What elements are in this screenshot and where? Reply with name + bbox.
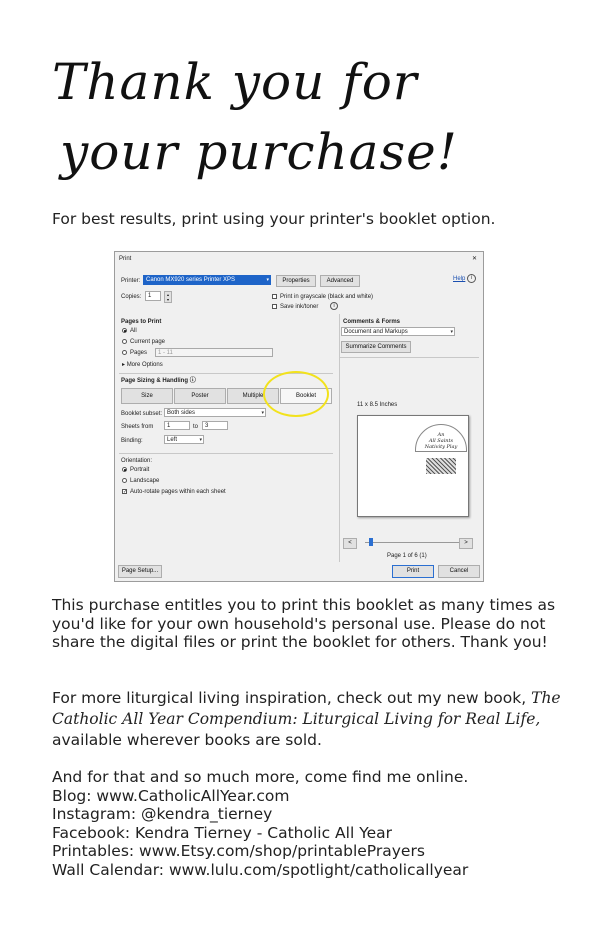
book-promo-after: available wherever books are sold.	[52, 731, 322, 749]
info-icon[interactable]: i	[467, 274, 476, 283]
printer-value: Canon MX920 series Printer XPS	[146, 277, 236, 283]
wall-calendar-link[interactable]: Wall Calendar: www.lulu.com/spotlight/catholicallyear	[52, 860, 469, 879]
size-tab[interactable]: Size	[121, 388, 173, 404]
radio-pages[interactable]	[122, 350, 127, 355]
prev-page-button[interactable]: <	[343, 538, 357, 549]
thank-you-heading: Thank you for	[52, 53, 418, 111]
close-icon[interactable]: ✕	[472, 256, 478, 262]
sheets-to-input[interactable]: 3	[202, 421, 228, 430]
dialog-title: Print	[119, 256, 132, 262]
radio-all[interactable]	[122, 328, 127, 333]
pages-range-input[interactable]: 1 - 11	[155, 348, 273, 357]
instagram-link[interactable]: Instagram: @kendra_tierney	[52, 805, 273, 823]
book-title: The Catholic All Year Compendium: Liturgical Living for Real Life,	[52, 689, 561, 728]
contact-intro: And for that and so much more, come find me online.	[52, 768, 469, 786]
booklet-tab[interactable]: Booklet	[280, 388, 332, 404]
page-setup-button[interactable]: Page Setup...	[118, 565, 162, 578]
book-promo	[52, 688, 562, 751]
radio-pages-label: Pages	[130, 350, 148, 356]
page-slider-thumb[interactable]	[369, 538, 373, 546]
printables-link[interactable]: Printables: www.Etsy.com/shop/printablePrayers	[52, 842, 425, 860]
copies-input[interactable]: 1	[145, 291, 161, 301]
triangle-right-icon: ▸	[122, 362, 126, 368]
chevron-down-icon: ▾	[450, 329, 453, 335]
contact-block	[52, 768, 562, 879]
next-page-button[interactable]: >	[459, 538, 473, 549]
page-indicator: Page 1 of 6 (1)	[387, 553, 427, 559]
save-ink-label: Save ink/toner	[280, 304, 319, 310]
subset-select[interactable]	[164, 408, 266, 417]
chevron-down-icon: ▾	[199, 437, 202, 443]
print-button[interactable]: Print	[392, 565, 434, 578]
page-preview	[357, 415, 469, 517]
preview-line-2: All Saints	[428, 438, 454, 444]
poster-tab[interactable]: Poster	[174, 388, 226, 404]
binding-label: Binding:	[121, 438, 143, 444]
advanced-button[interactable]: Advanced	[320, 275, 360, 287]
preview-cover	[415, 416, 467, 515]
preview-line-3: Nativity Play	[424, 444, 458, 450]
more-options-toggle[interactable]	[122, 361, 163, 369]
cancel-button[interactable]: Cancel	[438, 565, 480, 578]
page-slider-track[interactable]	[365, 542, 460, 543]
divider	[119, 453, 333, 454]
radio-portrait[interactable]	[122, 467, 127, 472]
properties-button[interactable]: Properties	[276, 275, 316, 287]
radio-portrait-label: Portrait	[130, 467, 150, 473]
grayscale-label: Print in grayscale (black and white)	[280, 294, 374, 300]
info-icon: ⓘ	[189, 378, 196, 384]
summarize-button[interactable]: Summarize Comments	[341, 341, 411, 353]
autorotate-checkbox[interactable]: ✓	[123, 489, 128, 495]
subset-label: Booklet subset:	[121, 411, 163, 417]
printer-label: Printer:	[121, 278, 141, 284]
save-ink-checkbox[interactable]	[272, 304, 277, 309]
facebook-link[interactable]: Facebook: Kendra Tierney - Catholic All Year	[52, 823, 393, 842]
sheets-from-input[interactable]: 1	[164, 421, 190, 430]
subset-value: Both sides	[167, 410, 196, 416]
printer-select[interactable]	[143, 275, 271, 285]
radio-current-page[interactable]	[122, 339, 127, 344]
sheets-to-label: to	[193, 424, 199, 430]
usage-text: This purchase entitles you to print this booklet as many times as you'd like for your own household's personal use. Please do not share the digital files or print the booklet for others. Thank you!	[52, 596, 556, 651]
chevron-down-icon: ▾	[266, 277, 269, 283]
binding-value: Left	[167, 437, 178, 443]
copies-stepper[interactable]: ▴ ▾	[164, 291, 172, 303]
sheets-label: Sheets from	[121, 424, 154, 430]
radio-current-label: Current page	[130, 339, 166, 345]
chevron-down-icon: ▾	[261, 410, 264, 416]
help-link[interactable]: Help	[453, 276, 466, 282]
multiple-tab[interactable]: Multiple	[227, 388, 279, 404]
paper-size-label: 11 x 8.5 Inches	[357, 402, 398, 408]
nativity-illustration	[426, 458, 456, 474]
radio-all-label: All	[130, 328, 137, 334]
comments-value: Document and Markups	[344, 329, 408, 335]
blog-link[interactable]: Blog: www.CatholicAllYear.com	[52, 786, 290, 805]
more-options-label: More Options	[126, 362, 163, 368]
radio-landscape[interactable]	[122, 478, 127, 483]
purchase-heading: your purchase!	[60, 123, 458, 181]
book-promo-before: For more liturgical living inspiration, check out my new book,	[52, 689, 532, 707]
sizing-heading	[121, 377, 196, 385]
sizing-heading-label: Page Sizing & Handling	[121, 378, 189, 384]
info-icon[interactable]: i	[330, 302, 338, 310]
intro-text: For best results, print using your printer's booklet option.	[52, 210, 496, 228]
copies-label: Copies:	[121, 294, 142, 300]
booklet-highlight-circle	[263, 371, 329, 417]
pages-heading: Pages to Print	[121, 319, 162, 325]
binding-select[interactable]	[164, 435, 204, 444]
grayscale-checkbox[interactable]	[272, 294, 277, 299]
autorotate-label: Auto-rotate pages within each sheet	[130, 489, 226, 495]
divider	[339, 357, 479, 358]
comments-heading: Comments & Forms	[343, 319, 401, 325]
comments-select[interactable]	[341, 327, 455, 336]
orientation-label: Orientation:	[121, 458, 153, 464]
preview-line-1: An	[437, 432, 445, 438]
radio-landscape-label: Landscape	[130, 478, 160, 484]
column-divider	[339, 314, 340, 562]
